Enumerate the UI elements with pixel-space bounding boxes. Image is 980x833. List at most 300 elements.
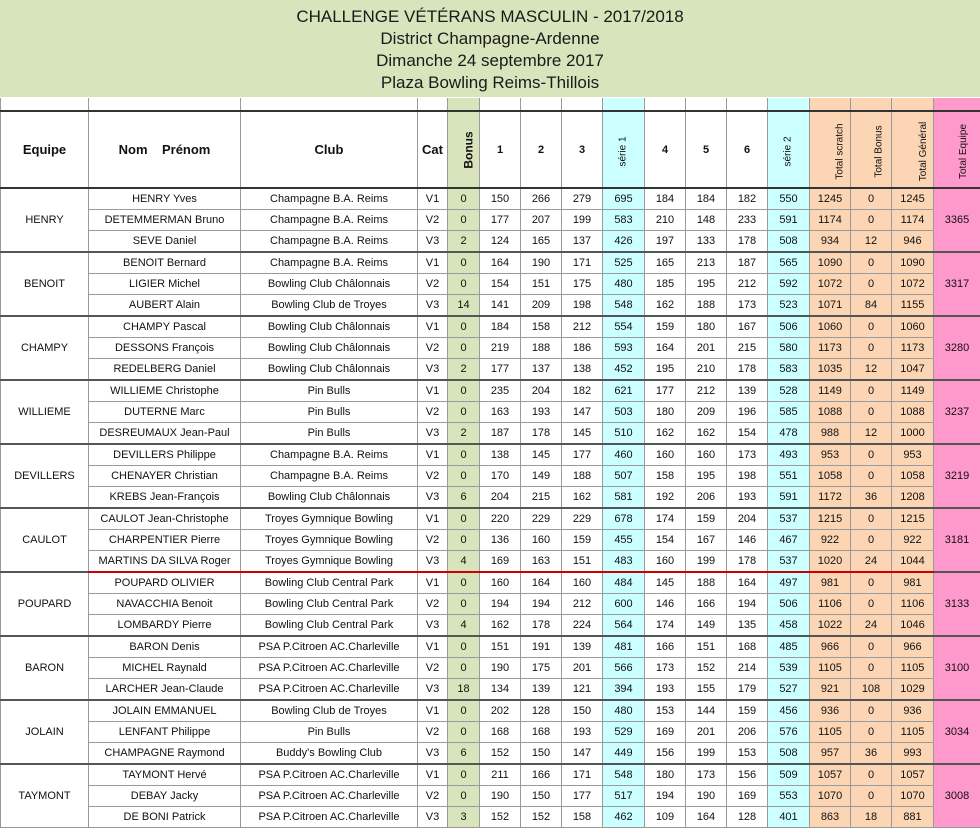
table-row [1,722,980,743]
player-cat: V2 [418,594,448,615]
game-6: 146 [727,530,768,551]
player-cat: V3 [418,487,448,509]
team-total: 3133 [934,572,980,636]
total-scratch: 1172 [810,487,851,509]
total-bonus: 84 [851,295,892,317]
total-bonus: 0 [851,594,892,615]
game-3: 171 [562,764,603,786]
total-scratch: 1020 [810,551,851,573]
spacer-row [1,98,980,111]
player-cat: V3 [418,743,448,765]
player-club: PSA P.Citroen AC.Charleville [241,764,418,786]
player-club: Pin Bulls [241,423,418,445]
player-bonus: 0 [448,274,480,295]
total-general: 1090 [892,252,934,274]
game-5: 167 [686,530,727,551]
game-4: 174 [645,508,686,530]
total-bonus: 0 [851,530,892,551]
game-5: 199 [686,743,727,765]
total-scratch: 1022 [810,615,851,637]
player-bonus: 2 [448,423,480,445]
game-1: 204 [480,487,521,509]
total-bonus: 0 [851,786,892,807]
game-2: 145 [521,444,562,466]
game-5: 188 [686,572,727,594]
header-serie1-label: série 1 [617,136,629,167]
player-cat: V3 [418,551,448,573]
game-1: 141 [480,295,521,317]
game-2: 150 [521,786,562,807]
team-total: 3219 [934,444,980,508]
game-3: 201 [562,658,603,679]
team-name: DEVILLERS [1,444,89,508]
player-cat: V2 [418,274,448,295]
serie-2: 553 [768,786,810,807]
player-bonus: 0 [448,636,480,658]
game-6: 179 [727,679,768,701]
game-3: 159 [562,530,603,551]
game-2: 128 [521,700,562,722]
player-name: CHENAYER Christian [89,466,241,487]
player-cat: V2 [418,210,448,231]
player-club: Pin Bulls [241,380,418,402]
serie-2: 508 [768,743,810,765]
game-5: 180 [686,316,727,338]
game-3: 147 [562,743,603,765]
total-general: 1044 [892,551,934,573]
player-name: HENRY Yves [89,188,241,210]
total-general: 1070 [892,786,934,807]
table-row [1,508,980,530]
game-3: 147 [562,402,603,423]
game-2: 190 [521,252,562,274]
team-name: BENOIT [1,252,89,316]
total-scratch: 1072 [810,274,851,295]
game-2: 168 [521,722,562,743]
player-bonus: 0 [448,444,480,466]
game-5: 184 [686,188,727,210]
player-club: PSA P.Citroen AC.Charleville [241,807,418,828]
team-name: CAULOT [1,508,89,572]
game-6: 233 [727,210,768,231]
serie-1: 462 [603,807,645,828]
player-club: Bowling Club Châlonnais [241,359,418,381]
game-1: 184 [480,316,521,338]
total-bonus: 0 [851,274,892,295]
header-serie2 [768,111,810,188]
total-general: 966 [892,636,934,658]
game-3: 193 [562,722,603,743]
game-5: 162 [686,423,727,445]
total-scratch: 1060 [810,316,851,338]
total-bonus: 0 [851,444,892,466]
game-2: 149 [521,466,562,487]
total-bonus: 108 [851,679,892,701]
player-cat: V2 [418,658,448,679]
player-club: Troyes Gymnique Bowling [241,551,418,573]
table-row [1,700,980,722]
team-total: 3280 [934,316,980,380]
game-3: 171 [562,252,603,274]
game-4: 162 [645,423,686,445]
team-name: JOLAIN [1,700,89,764]
player-club: Bowling Club Central Park [241,572,418,594]
total-general: 1155 [892,295,934,317]
game-5: 195 [686,274,727,295]
total-bonus: 36 [851,743,892,765]
serie-2: 506 [768,316,810,338]
game-6: 182 [727,188,768,210]
game-3: 177 [562,444,603,466]
total-scratch: 1215 [810,508,851,530]
table-row [1,615,980,637]
player-cat: V3 [418,807,448,828]
player-name: DUTERNE Marc [89,402,241,423]
game-4: 185 [645,274,686,295]
player-name: MARTINS DA SILVA Roger [89,551,241,573]
player-bonus: 0 [448,530,480,551]
player-cat: V2 [418,338,448,359]
game-6: 156 [727,764,768,786]
game-3: 188 [562,466,603,487]
game-3: 224 [562,615,603,637]
header-total-equipe [934,111,980,188]
title-line-3: Dimanche 24 septembre 2017 [376,51,604,70]
player-cat: V1 [418,316,448,338]
game-4: 210 [645,210,686,231]
serie-1: 678 [603,508,645,530]
game-4: 194 [645,786,686,807]
serie-1: 507 [603,466,645,487]
player-club: Bowling Club Central Park [241,594,418,615]
table-row [1,636,980,658]
player-bonus: 0 [448,402,480,423]
total-bonus: 18 [851,807,892,828]
total-bonus: 12 [851,359,892,381]
game-5: 201 [686,722,727,743]
game-5: 212 [686,380,727,402]
serie-1: 548 [603,764,645,786]
game-3: 138 [562,359,603,381]
game-1: 134 [480,679,521,701]
serie-1: 581 [603,487,645,509]
player-bonus: 0 [448,466,480,487]
game-1: 187 [480,423,521,445]
total-general: 1174 [892,210,934,231]
table-row [1,764,980,786]
table-row [1,466,980,487]
header-nom: Nom Prénom [89,111,241,188]
game-1: 194 [480,594,521,615]
game-2: 165 [521,231,562,253]
total-scratch: 1105 [810,722,851,743]
game-2: 152 [521,807,562,828]
player-cat: V1 [418,764,448,786]
game-4: 180 [645,402,686,423]
serie-1: 593 [603,338,645,359]
serie-1: 460 [603,444,645,466]
game-4: 160 [645,444,686,466]
serie-1: 583 [603,210,645,231]
game-1: 190 [480,786,521,807]
player-bonus: 4 [448,551,480,573]
total-bonus: 24 [851,615,892,637]
game-5: 133 [686,231,727,253]
player-bonus: 0 [448,316,480,338]
total-scratch: 1245 [810,188,851,210]
player-cat: V1 [418,380,448,402]
serie-2: 565 [768,252,810,274]
player-bonus: 0 [448,658,480,679]
game-4: 154 [645,530,686,551]
total-general: 1106 [892,594,934,615]
player-club: Pin Bulls [241,722,418,743]
total-bonus: 12 [851,423,892,445]
game-6: 168 [727,636,768,658]
header-cat: Cat [418,111,448,188]
total-general: 1173 [892,338,934,359]
player-club: Champagne B.A. Reims [241,231,418,253]
serie-1: 600 [603,594,645,615]
player-bonus: 6 [448,487,480,509]
game-4: 180 [645,764,686,786]
player-name: NAVACCHIA Benoit [89,594,241,615]
player-cat: V1 [418,252,448,274]
game-2: 215 [521,487,562,509]
game-1: 124 [480,231,521,253]
serie-1: 481 [603,636,645,658]
game-5: 155 [686,679,727,701]
player-bonus: 14 [448,295,480,317]
game-6: 164 [727,572,768,594]
game-5: 209 [686,402,727,423]
total-bonus: 0 [851,316,892,338]
total-scratch: 1149 [810,380,851,402]
game-3: 212 [562,594,603,615]
total-general: 1149 [892,380,934,402]
title-line-4: Plaza Bowling Reims-Thillois [380,73,600,92]
table-row [1,743,980,765]
player-club: PSA P.Citroen AC.Charleville [241,636,418,658]
game-3: 177 [562,786,603,807]
game-5: 199 [686,551,727,573]
game-4: 164 [645,338,686,359]
total-bonus: 0 [851,252,892,274]
player-club: Bowling Club Central Park [241,615,418,637]
total-general: 1047 [892,359,934,381]
team-total: 3100 [934,636,980,700]
game-3: 186 [562,338,603,359]
team-name: TAYMONT [1,764,89,828]
serie-1: 517 [603,786,645,807]
game-1: 177 [480,210,521,231]
serie-1: 529 [603,722,645,743]
player-club: Bowling Club de Troyes [241,700,418,722]
player-cat: V2 [418,786,448,807]
game-5: 206 [686,487,727,509]
player-cat: V3 [418,231,448,253]
total-general: 1208 [892,487,934,509]
player-name: KREBS Jean-François [89,487,241,509]
total-scratch: 922 [810,530,851,551]
player-club: Champagne B.A. Reims [241,252,418,274]
player-bonus: 4 [448,615,480,637]
total-scratch: 1070 [810,786,851,807]
table-row [1,487,980,509]
serie-1: 480 [603,274,645,295]
game-4: 173 [645,658,686,679]
game-1: 190 [480,658,521,679]
game-4: 184 [645,188,686,210]
player-name: WILLIEME Christophe [89,380,241,402]
serie-1: 449 [603,743,645,765]
serie-2: 458 [768,615,810,637]
total-scratch: 953 [810,444,851,466]
player-cat: V2 [418,466,448,487]
game-6: 214 [727,658,768,679]
player-bonus: 2 [448,359,480,381]
player-name: CHARPENTIER Pierre [89,530,241,551]
total-general: 1057 [892,764,934,786]
player-name: SEVE Daniel [89,231,241,253]
total-scratch: 966 [810,636,851,658]
serie-1: 621 [603,380,645,402]
player-club: Champagne B.A. Reims [241,188,418,210]
game-3: 145 [562,423,603,445]
game-5: 201 [686,338,727,359]
table-row [1,231,980,253]
game-2: 194 [521,594,562,615]
table-row [1,274,980,295]
header-total-scratch-label: Total scratch [834,123,846,180]
player-club: Bowling Club Châlonnais [241,487,418,509]
table-row [1,252,980,274]
game-5: 148 [686,210,727,231]
player-bonus: 18 [448,679,480,701]
game-1: 163 [480,402,521,423]
player-cat: V1 [418,572,448,594]
game-5: 149 [686,615,727,637]
serie-1: 548 [603,295,645,317]
header-row [1,111,980,188]
player-club: Champagne B.A. Reims [241,210,418,231]
header-serie2-label: série 2 [782,136,794,167]
team-name: POUPARD [1,572,89,636]
total-bonus: 0 [851,380,892,402]
game-2: 151 [521,274,562,295]
title-line-1: CHALLENGE VÉTÉRANS MASCULIN - 2017/2018 [296,7,684,26]
game-3: 162 [562,487,603,509]
serie-2: 592 [768,274,810,295]
game-1: 235 [480,380,521,402]
serie-2: 497 [768,572,810,594]
game-5: 210 [686,359,727,381]
header-total-general [892,111,934,188]
total-scratch: 1090 [810,252,851,274]
total-general: 1105 [892,722,934,743]
game-4: 174 [645,615,686,637]
game-2: 137 [521,359,562,381]
header-club: Club [241,111,418,188]
table-row [1,210,980,231]
serie-1: 566 [603,658,645,679]
player-club: Champagne B.A. Reims [241,466,418,487]
total-general: 981 [892,572,934,594]
game-2: 178 [521,423,562,445]
game-6: 173 [727,444,768,466]
table-row [1,338,980,359]
total-scratch: 981 [810,572,851,594]
player-cat: V2 [418,402,448,423]
serie-2: 493 [768,444,810,466]
game-4: 158 [645,466,686,487]
player-name: BARON Denis [89,636,241,658]
player-bonus: 0 [448,188,480,210]
team-total: 3034 [934,700,980,764]
header-equipe: Equipe [1,111,89,188]
serie-2: 528 [768,380,810,402]
game-6: 204 [727,508,768,530]
game-2: 158 [521,316,562,338]
game-5: 159 [686,508,727,530]
game-6: 178 [727,551,768,573]
player-cat: V3 [418,679,448,701]
player-name: DESSONS François [89,338,241,359]
serie-2: 523 [768,295,810,317]
game-2: 229 [521,508,562,530]
game-1: 150 [480,188,521,210]
serie-2: 591 [768,487,810,509]
game-4: 193 [645,679,686,701]
total-bonus: 0 [851,764,892,786]
game-4: 195 [645,359,686,381]
game-2: 175 [521,658,562,679]
game-1: 169 [480,551,521,573]
player-name: DETEMMERMAN Bruno [89,210,241,231]
game-1: 136 [480,530,521,551]
total-bonus: 0 [851,210,892,231]
player-name: LARCHER Jean-Claude [89,679,241,701]
serie-1: 426 [603,231,645,253]
total-scratch: 921 [810,679,851,701]
game-3: 160 [562,572,603,594]
total-general: 881 [892,807,934,828]
player-cat: V1 [418,700,448,722]
total-scratch: 1173 [810,338,851,359]
player-bonus: 0 [448,210,480,231]
header-g2: 2 [521,111,562,188]
total-scratch: 1106 [810,594,851,615]
total-general: 1058 [892,466,934,487]
player-bonus: 0 [448,700,480,722]
header-total-scratch [810,111,851,188]
game-1: 177 [480,359,521,381]
game-2: 164 [521,572,562,594]
game-3: 139 [562,636,603,658]
header-g3: 3 [562,111,603,188]
total-general: 1245 [892,188,934,210]
header-g1: 1 [480,111,521,188]
player-bonus: 2 [448,231,480,253]
header-g4: 4 [645,111,686,188]
game-5: 151 [686,636,727,658]
game-6: 173 [727,295,768,317]
table-row [1,423,980,445]
table-row [1,380,980,402]
player-bonus: 0 [448,380,480,402]
total-general: 953 [892,444,934,466]
game-1: 211 [480,764,521,786]
